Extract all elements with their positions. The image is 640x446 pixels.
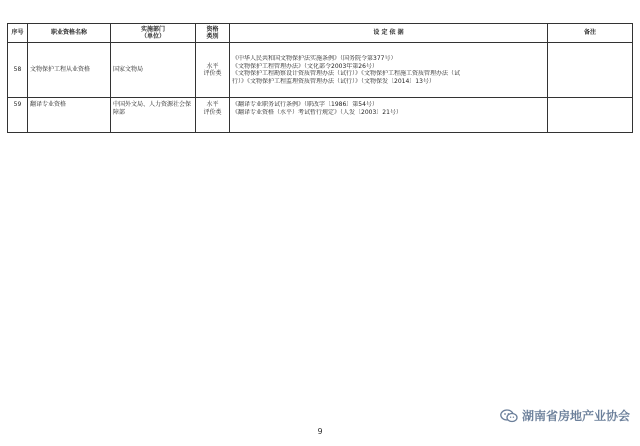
header-cat-line2: 类别 (206, 33, 219, 40)
row-dept: 中国外文局、人力资源社会保障部 (111, 98, 196, 133)
header-cat-line1: 资格 (206, 25, 219, 33)
header-name: 职业资格名称 (28, 24, 111, 43)
row-note (548, 98, 633, 133)
basis-line: 《文物保护工程管理办法》（文化部令2003年第26号） (232, 62, 378, 70)
header-dept-line2: （单位） (140, 33, 165, 40)
row-category (196, 98, 230, 133)
row-num: 58 (8, 43, 28, 98)
basis-line: 《文物保护工程勘察设计资质管理办法（试行）》《文物保护工程施工资质管理办法（试 (232, 70, 461, 77)
row-basis (230, 43, 548, 98)
page-number: 9 (317, 427, 323, 436)
table-header-row (8, 24, 633, 43)
row-dept: 国家文物局 (111, 43, 196, 98)
row-cat-line2: 评价类 (203, 108, 222, 116)
row-category (196, 43, 230, 98)
header-category (196, 24, 230, 43)
table-row (8, 43, 633, 98)
table-row (8, 98, 633, 133)
basis-line: 《翻译专业职务试行条例》（职改字〔1986〕第54号） (232, 101, 378, 108)
basis-line: 《翻译专业资格（水平）考试暂行规定》（人发〔2003〕21号） (232, 108, 402, 116)
header-dept-line1: 实施部门 (140, 25, 165, 33)
row-name: 文物保护工程从业资格 (28, 43, 111, 98)
row-cat-line1: 水平 (206, 101, 219, 108)
row-name: 翻译专业资格 (28, 98, 111, 133)
watermark-text: 湖南省房地产业协会 (521, 409, 630, 423)
basis-line: 《中华人民共和国文物保护法实施条例》（国务院令第377号） (232, 55, 397, 62)
header-basis: 设 定 依 据 (230, 24, 548, 43)
header-note: 备注 (548, 24, 633, 43)
row-note (548, 43, 633, 98)
header-dept (111, 24, 196, 43)
wechat-icon (500, 409, 518, 423)
header-num: 序号 (8, 24, 28, 43)
qualification-table (7, 23, 633, 133)
basis-line: 行）》《文物保护工程监理资质管理办法（试行）》（文物保发〔2014〕13号） (232, 77, 435, 85)
row-cat-line1: 水平 (206, 62, 219, 70)
row-cat-line2: 评价类 (203, 70, 222, 77)
row-basis (230, 98, 548, 133)
row-num: 59 (8, 98, 28, 133)
watermark (500, 407, 630, 424)
